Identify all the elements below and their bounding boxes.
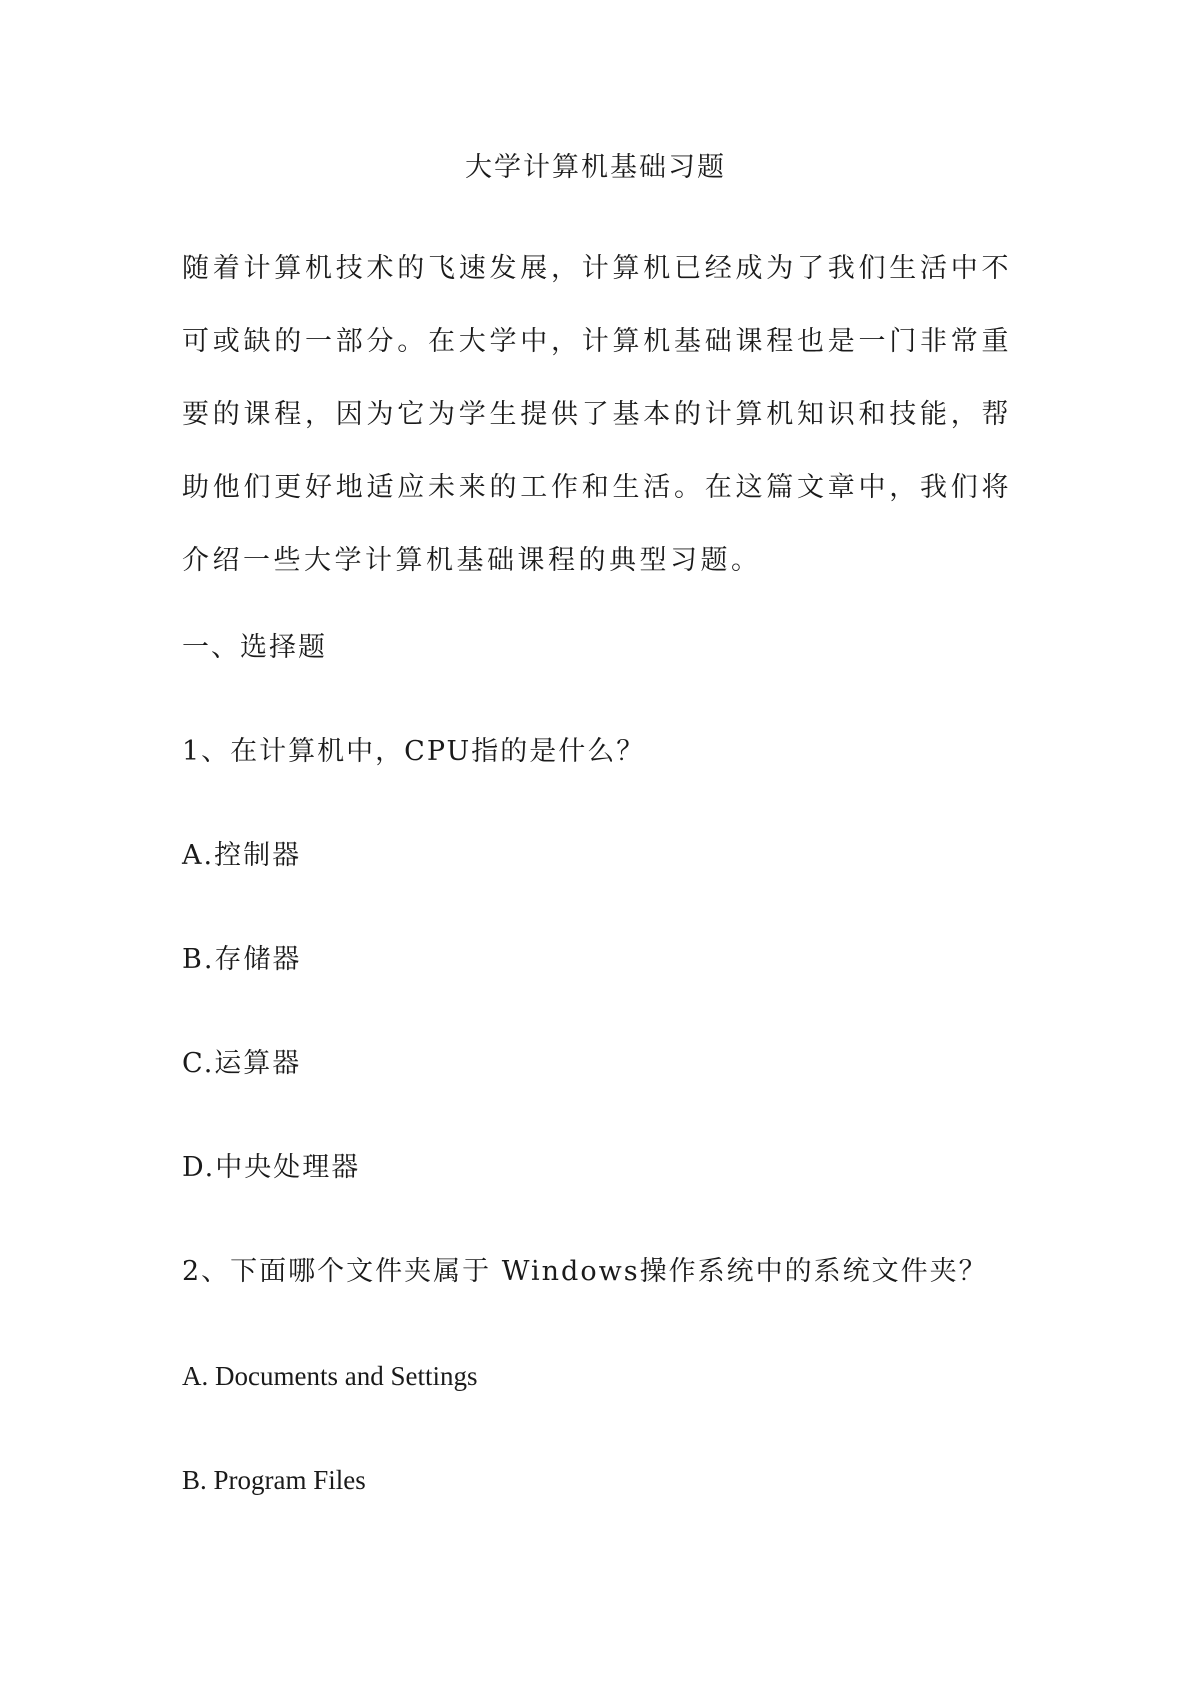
question-1-option-b: B.存储器 [182,944,302,975]
question-1-option-d: D.中央处理器 [182,1152,361,1183]
question-2-option-a: A. Documents and Settings [182,1361,478,1391]
question-1-prompt: 1、在计算机中，CPU指的是什么？ [182,736,646,767]
question-2-prompt: 2、下面哪个文件夹属于 Windows操作系统中的系统文件夹？ [182,1256,988,1287]
question-2-option-b: B. Program Files [182,1465,366,1495]
question-1-option-c: C.运算器 [182,1048,302,1079]
document-title: 大学计算机基础习题 [465,152,726,183]
intro-paragraph: 随着计算机技术的飞速发展，计算机已经成为了我们生活中不可或缺的一部分。在大学中，计算机基础课程也是一门非常重要的课程，因为它为学生提供了基本的计算机知识和技能，帮助他们更好地适应未来的工作和生活。在这篇文章中，我们将介绍一些大学计算机基础课程的典型习题。 [182,253,1012,576]
section-heading: 一、选择题 [182,632,327,663]
question-1-option-a: A.控制器 [182,840,302,871]
